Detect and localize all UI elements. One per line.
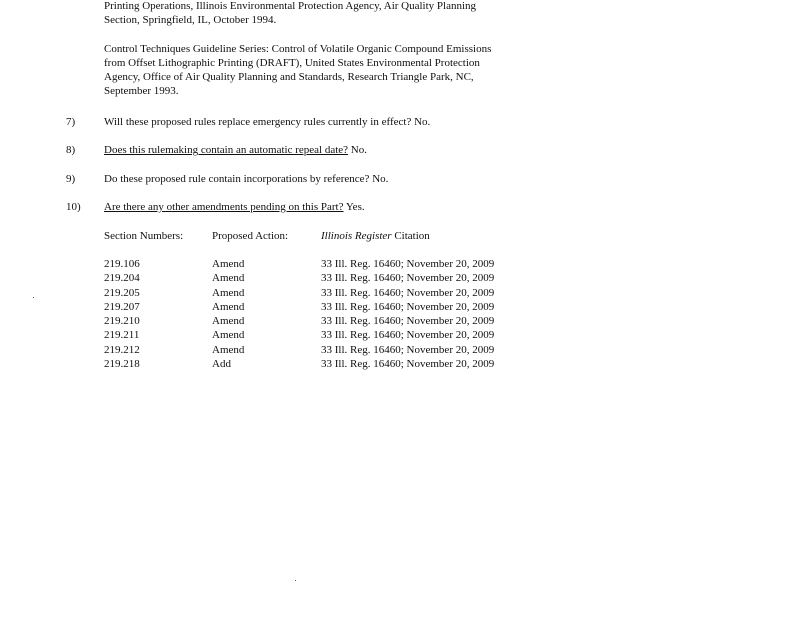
item-text [104,115,430,129]
item-answer: No. [350,144,367,156]
item-question: Do these proposed rule contain incorporations by reference? [104,173,370,185]
row-action: Amend [212,300,245,313]
row-action: Add [212,358,231,371]
header-citation-italic: Illinois Register [321,230,392,242]
row-section: 219.106 [104,258,140,270]
header-section-numbers: Section Numbers: [104,230,184,242]
table-row [104,257,604,271]
reference-citation: Printing Operations, Illinois Environmental Protection Agency, Air Quality Planning Section, Springfield, IL, October 1994. [104,0,477,26]
row-citation: 33 Ill. Reg. 16460; November 20, 2009 [321,286,495,299]
item-question: Will these proposed rules replace emergency rules currently in effect? [104,116,412,128]
row-citation: 33 Ill. Reg. 16460; November 20, 2009 [321,272,495,285]
header-citation-rest: Citation [394,230,430,242]
table-row [104,300,604,314]
row-action: Amend [212,343,245,356]
row-section: 219.210 [104,315,140,328]
item-answer: No. [414,116,431,128]
row-action: Amend [212,315,245,328]
table-row [104,328,604,342]
row-citation: 33 Ill. Reg. 16460; November 20, 2009 [321,315,495,328]
item-question: Are there any other amendments pending on this Part? [104,201,344,213]
item-question: Does this rulemaking contain an automatic repeal date? [104,144,349,156]
row-action: Amend [212,272,245,285]
row-action: Amend [212,286,245,299]
row-citation: 33 Ill. Reg. 16460; November 20, 2009 [321,329,495,342]
scan-speck [33,297,34,298]
item-number: 8) [66,144,76,156]
item-text [104,200,365,214]
row-citation: 33 Ill. Reg. 16460; November 20, 2009 [321,300,495,313]
item-number: 9) [66,173,76,185]
row-citation: 33 Ill. Reg. 16460; November 20, 2009 [321,258,495,270]
table-row [104,271,604,285]
amendments-table-header [104,229,604,243]
row-action: Amend [212,258,245,270]
row-section: 219.204 [104,272,140,285]
item-text [104,143,367,157]
table-row [104,314,604,328]
item-number: 7) [66,116,76,128]
table-row [104,343,604,357]
amendments-table [104,257,604,371]
item-answer: Yes. [345,201,365,213]
header-register-citation [321,229,430,243]
header-proposed-action: Proposed Action: [212,230,289,242]
row-section: 219.205 [104,286,140,299]
table-row [104,357,604,371]
item-text [104,172,388,186]
row-section: 219.218 [104,358,140,371]
row-action: Amend [212,329,245,342]
row-citation: 33 Ill. Reg. 16460; November 20, 2009 [321,358,495,371]
table-row [104,286,604,300]
row-citation: 33 Ill. Reg. 16460; November 20, 2009 [321,343,495,356]
row-section: 219.212 [104,343,140,356]
item-answer: No. [372,173,389,185]
row-section: 219.207 [104,300,140,313]
reference-citation: Control Techniques Guideline Series: Control of Volatile Organic Compound Emissions from Offset Lithographic Printing (DRAFT), United States Environmental Protection Agency, Office of Air Quality Planning and Standards, Research Triangle Park, NC, September 1993. [104,43,492,97]
row-section: 219.211 [104,329,140,342]
item-number: 10) [66,201,81,213]
scan-speck [295,580,296,581]
